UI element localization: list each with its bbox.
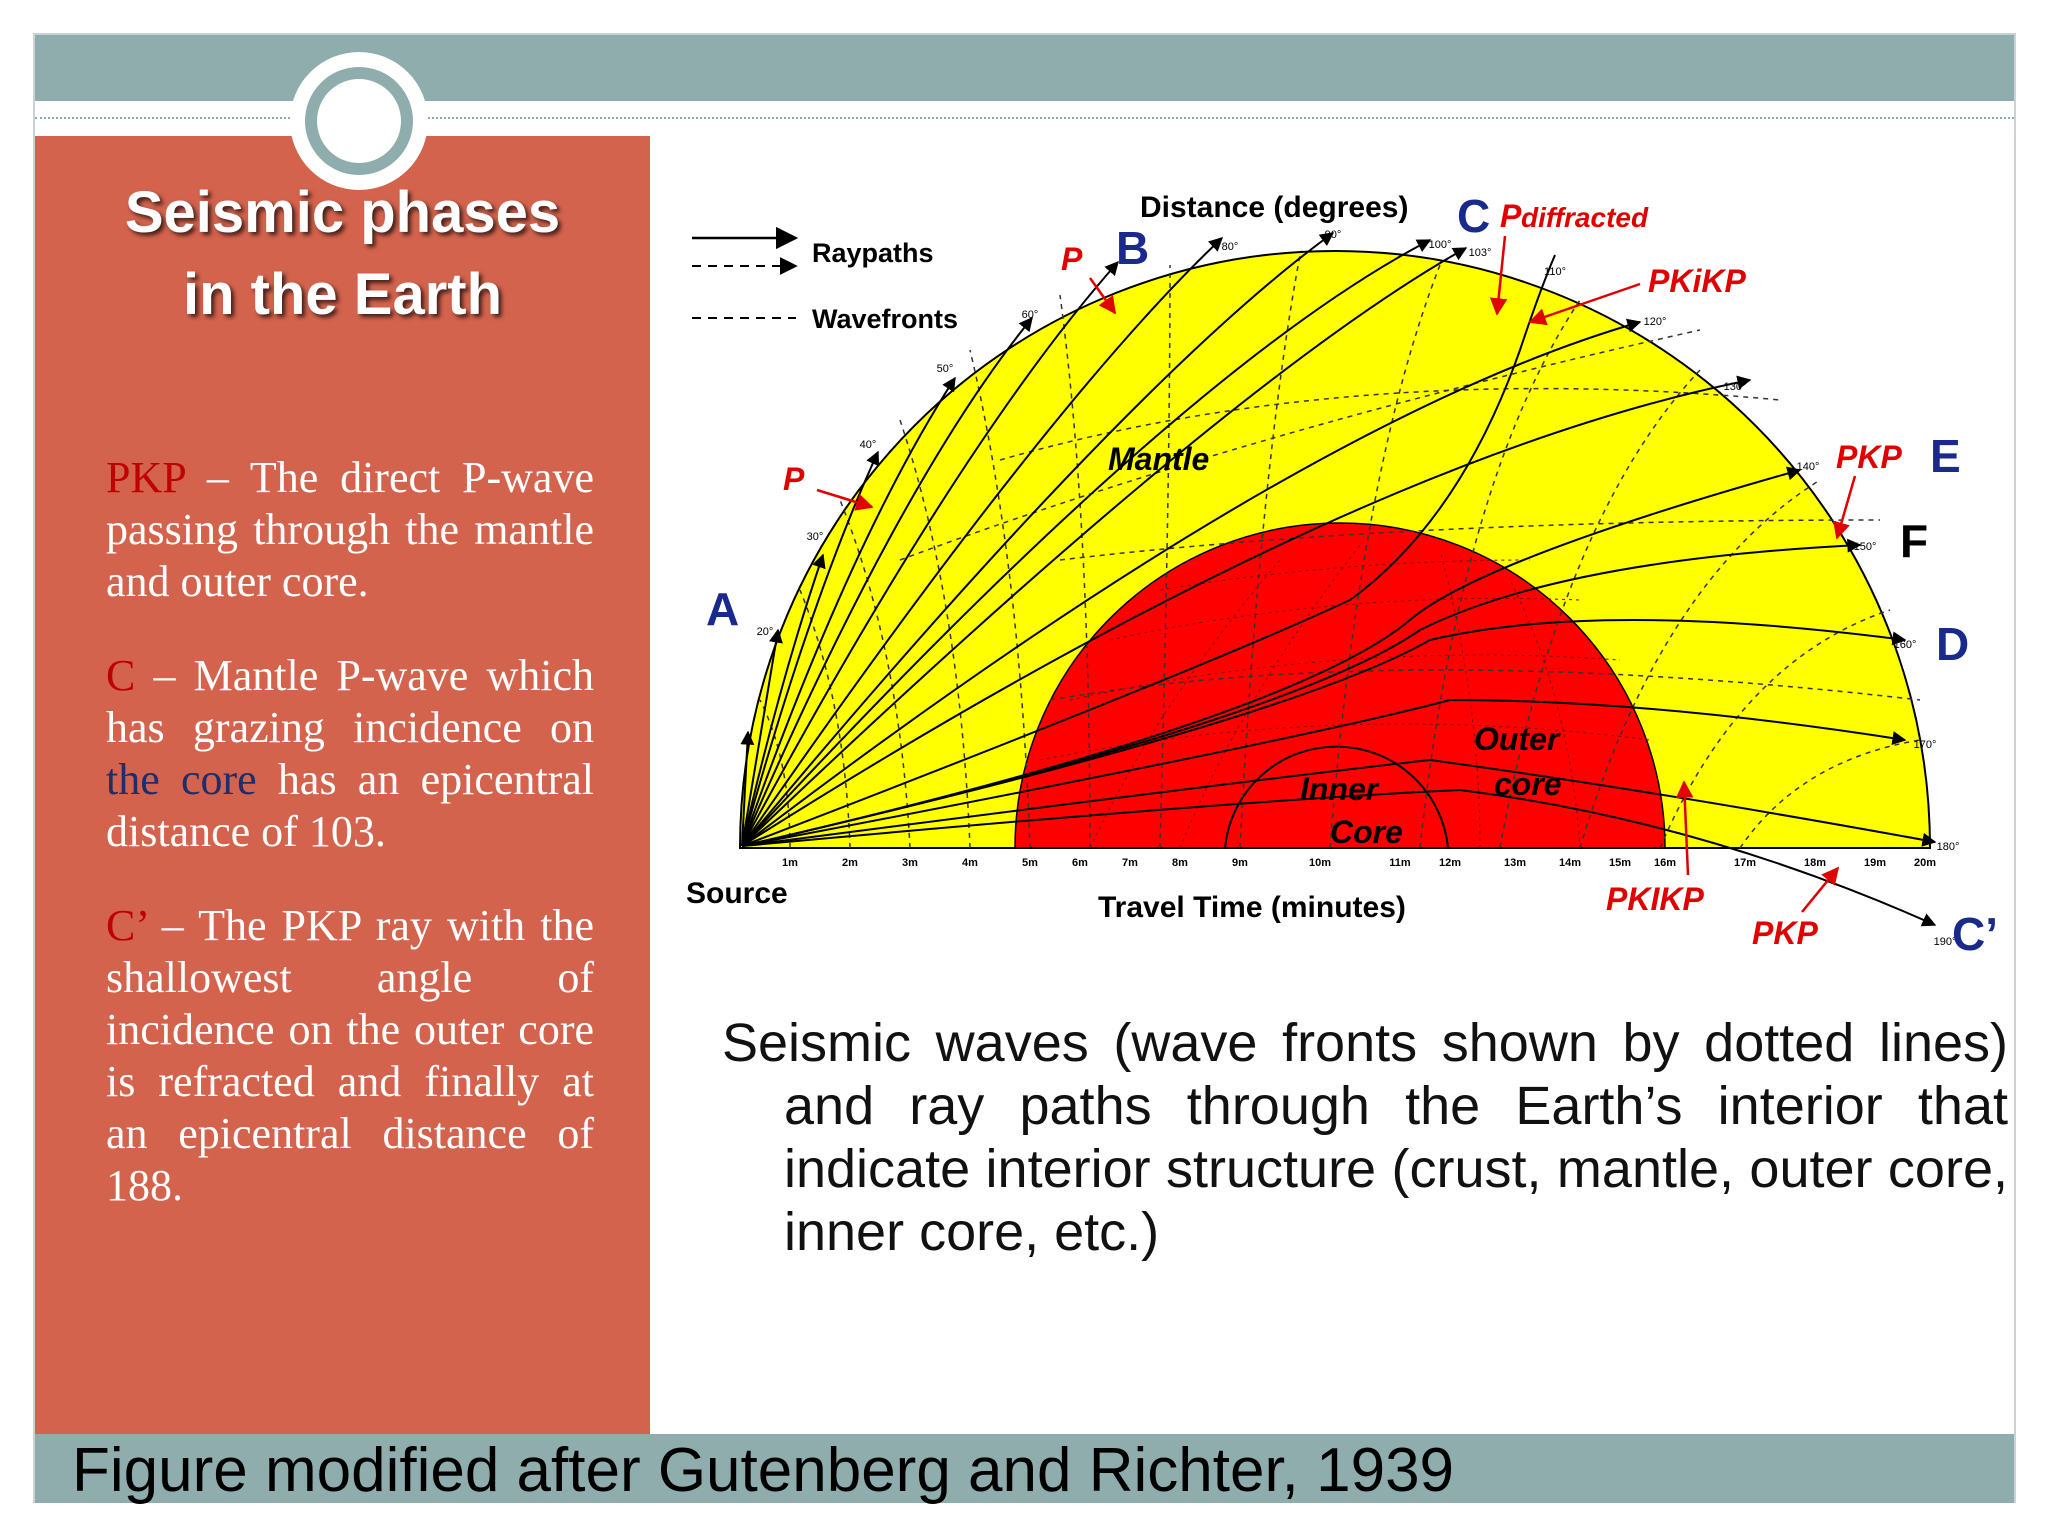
degree-tick: 103° [1468, 247, 1492, 259]
degree-tick: 150° [1853, 541, 1877, 553]
degree-tick: 170° [1913, 739, 1937, 751]
degree-tick: 140° [1796, 461, 1820, 473]
time-tick: 15m [1608, 857, 1632, 869]
degree-tick: 90° [1324, 229, 1342, 241]
axis-bottom-label: Travel Time (minutes) [1098, 891, 1406, 924]
time-tick: 14m [1558, 857, 1582, 869]
point-a-label: A [706, 583, 740, 635]
title-line-2: in the Earth [182, 262, 503, 327]
phase-pkp-lower-label: PKP [1752, 915, 1818, 951]
slide-title [35, 172, 650, 336]
term-c: C [106, 651, 136, 700]
ring-emblem-icon [290, 52, 428, 190]
inner-core-label-2: Core [1330, 814, 1403, 850]
definition-pkp [106, 452, 594, 608]
time-tick: 5m [1022, 857, 1038, 869]
axis-top-label: Distance (degrees) [1140, 191, 1409, 224]
time-tick: 6m [1072, 857, 1088, 869]
definition-c-text-2: has an epicentral distance of 103. [106, 755, 595, 856]
degree-tick: 130° [1723, 381, 1747, 393]
outer-core-label-1: Outer [1474, 721, 1560, 757]
time-tick: 19m [1863, 857, 1887, 869]
figure-caption: Seismic waves (wave fronts shown by dotted lines) and ray paths through the Earth’s interior that indicate interior structure (crust, mantle, outer core, inner core, etc.) [722, 1013, 2008, 1262]
inner-core-label-1: Inner [1300, 771, 1379, 807]
time-tick: 16m [1653, 857, 1677, 869]
definition-cprime-text: – The PKP ray with the shallowest angle of incidence on the outer core is refracted and finally at an epicentral distance of 188. [106, 901, 594, 1210]
time-tick: 11m [1389, 857, 1411, 869]
time-tick: 12m [1438, 857, 1462, 869]
earth-cross-section [740, 251, 1930, 848]
phase-pdiffracted-subscript: diffracted [1521, 202, 1649, 233]
phase-definitions [106, 452, 594, 1254]
point-d-label: D [1936, 618, 1970, 670]
time-tick: 20m [1913, 857, 1937, 869]
degree-tick: 160° [1893, 639, 1917, 651]
point-f-label: F [1900, 515, 1929, 567]
title-line-1: Seismic phases [124, 180, 561, 245]
time-tick: 18m [1803, 857, 1827, 869]
point-cprime-label: C’ [1952, 908, 1998, 960]
time-tick: 9m [1232, 857, 1248, 869]
degree-tick: 110° [1544, 266, 1566, 278]
source-label: Source [686, 877, 788, 910]
phase-p-top-label: P [1061, 241, 1083, 277]
degree-tick: 40° [859, 439, 877, 451]
definition-c [106, 650, 594, 858]
definition-c-highlight: the core [106, 755, 257, 804]
definition-cprime [106, 900, 594, 1212]
seismic-ray-diagram [660, 150, 2005, 970]
degree-tick: 20° [756, 626, 774, 638]
diagram-legend [692, 238, 958, 334]
time-tick: 2m [842, 857, 858, 869]
phase-p-left-label: P [783, 461, 805, 497]
degree-tick: 80° [1221, 241, 1239, 253]
degree-tick: 30° [806, 531, 824, 543]
definition-pkp-text: – The direct P-wave passing through the mantle and outer core. [106, 453, 594, 606]
point-e-label: E [1930, 430, 1961, 482]
time-tick: 7m [1122, 857, 1138, 869]
time-tick: 4m [962, 857, 978, 869]
degree-tick: 60° [1021, 309, 1039, 321]
time-tick: 10m [1308, 857, 1332, 869]
time-tick: 1m [782, 857, 798, 869]
point-c-label: C [1457, 190, 1491, 242]
phase-pdiffracted-label: P [1500, 198, 1522, 234]
legend-raypaths: Raypaths [812, 238, 934, 268]
phase-pkikp-upper-label: PKiKP [1648, 263, 1746, 299]
degree-tick: 120° [1643, 316, 1667, 328]
time-tick: 3m [902, 857, 918, 869]
definition-c-text-1: – Mantle P-wave which has grazing incidence on [106, 651, 594, 752]
mantle-label: Mantle [1108, 441, 1210, 477]
legend-wavefronts: Wavefronts [812, 304, 959, 334]
term-pkp: PKP [106, 453, 186, 502]
phase-pkp-right-label: PKP [1836, 439, 1902, 475]
figure-credit: Figure modified after Gutenberg and Richter, 1939 [72, 1436, 1455, 1505]
time-tick: 8m [1172, 857, 1188, 869]
time-tick: 13m [1503, 857, 1527, 869]
phase-pkikp-lower-label: PKIKP [1606, 881, 1704, 917]
point-b-label: B [1116, 222, 1150, 274]
degree-tick: 100° [1428, 239, 1452, 251]
degree-tick: 190° [1933, 936, 1957, 948]
time-tick: 17m [1733, 857, 1757, 869]
degree-tick: 50° [936, 363, 954, 375]
degree-tick: 180° [1936, 841, 1960, 853]
term-cprime: C’ [106, 901, 147, 950]
outer-core-label-2: core [1494, 766, 1562, 802]
